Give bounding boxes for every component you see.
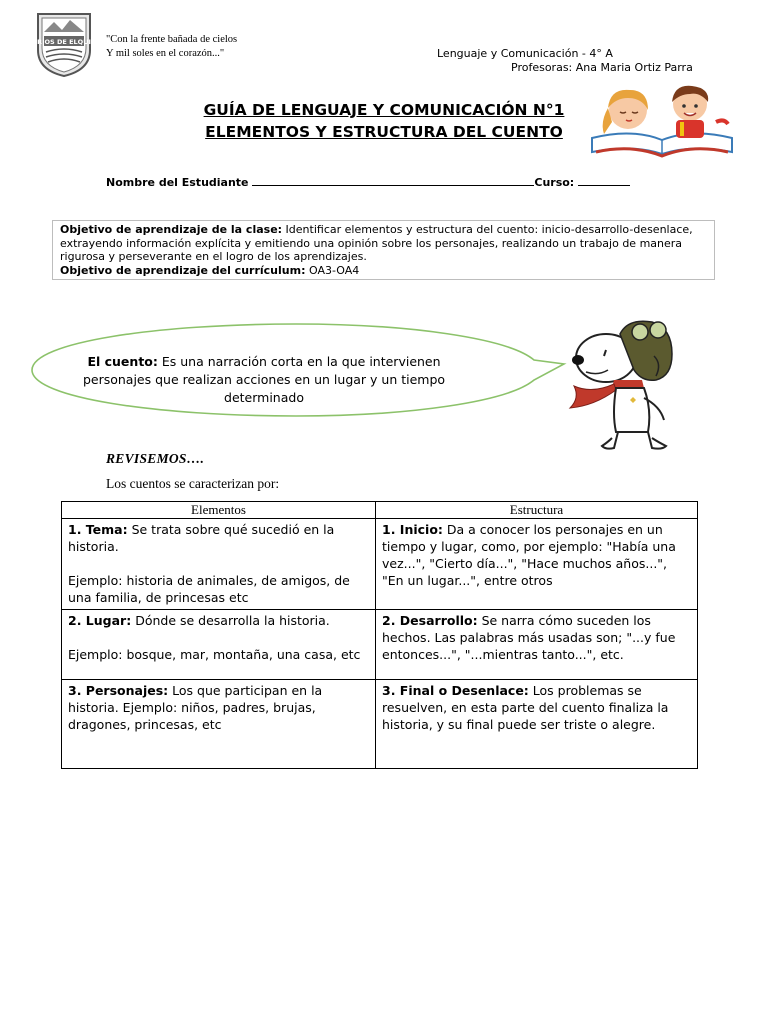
- structure-label: 2. Desarrollo:: [382, 613, 478, 628]
- motto-line-1: "Con la frente bañada de cielos: [106, 34, 238, 45]
- table-row: [62, 610, 698, 680]
- course-name: Lenguaje y Comunicación - 4° A: [437, 47, 613, 60]
- element-text: Los que participan en la historia. Ejemplo: niños, padres, brujas, dragones, princesas, etc: [68, 683, 323, 732]
- review-subheading: Los cuentos se caracterizan por:: [106, 476, 280, 491]
- snoopy-aviator-illustration: [568, 314, 692, 456]
- element-example: Ejemplo: bosque, mar, montaña, una casa, etc: [68, 647, 361, 662]
- element-cell-theme: [62, 519, 376, 610]
- element-label: 1. Tema:: [68, 522, 128, 537]
- class-objective: [60, 223, 707, 264]
- element-label: 2. Lugar:: [68, 613, 132, 628]
- objectives-box: [52, 220, 715, 280]
- element-example: Ejemplo: historia de animales, de amigos, de una familia, de princesas etc: [68, 573, 350, 605]
- structure-label: 1. Inicio:: [382, 522, 443, 537]
- structure-text: Se narra cómo suceden los hechos. Las palabras más usadas son; "...y fue entonces...", "...mientras tanto...", etc.: [382, 613, 676, 662]
- class-objective-text: Identificar elementos y estructura del cuento: inicio-desarrollo-desenlace, extrayendo información explícita y emitiendo una opinión sobre los personajes, realizando un trabajo de manera rigurosa y perseverante en el logro de los aprendizajes.: [60, 223, 693, 263]
- guide-title-line-1: GUÍA DE LENGUAJE Y COMUNICACIÓN N°1: [203, 101, 565, 119]
- school-motto: [106, 33, 237, 61]
- class-objective-label: Objetivo de aprendizaje de la clase:: [60, 223, 283, 236]
- structure-label: 3. Final o Desenlace:: [382, 683, 529, 698]
- school-logo: [34, 10, 94, 78]
- structure-cell-beginning: [376, 519, 698, 610]
- curriculum-objective-label: Objetivo de aprendizaje del currículum:: [60, 263, 306, 277]
- guide-title-line-2: ELEMENTOS Y ESTRUCTURA DEL CUENTO: [205, 123, 563, 141]
- structure-text: Los problemas se resuelven, en esta parte del cuento finaliza la historia, y su final puede ser triste o alegre.: [382, 683, 669, 732]
- course-field[interactable]: [578, 175, 630, 186]
- structure-cell-development: [376, 610, 698, 680]
- course-label: Curso:: [534, 176, 575, 189]
- story-definition-text: Es una narración corta en la que intervienen personajes que realizan acciones en un lugar y un tiempo determinado: [82, 354, 446, 405]
- table-header-row: [62, 502, 698, 519]
- teachers-name: Profesoras: Ana Maria Ortiz Parra: [511, 61, 693, 74]
- element-text: Se trata sobre qué sucedió en la historia.: [68, 522, 335, 554]
- curriculum-objective-text: OA3-OA4: [305, 263, 360, 277]
- header-structure: Estructura: [376, 502, 698, 519]
- element-label: 3. Personajes:: [68, 683, 169, 698]
- curriculum-objective: [60, 264, 707, 278]
- student-name-label: Nombre del Estudiante: [106, 176, 249, 189]
- review-heading: REVISEMOS….: [106, 451, 205, 466]
- student-info-line: [106, 175, 630, 189]
- table-row: [62, 519, 698, 610]
- structure-cell-ending: [376, 680, 698, 769]
- student-name-field[interactable]: [252, 175, 534, 186]
- motto-line-2: Y mil soles en el corazón...": [106, 48, 225, 59]
- logo-text: RIOS DE ELQUI: [37, 38, 91, 46]
- table-row: [62, 680, 698, 769]
- story-definition: [64, 353, 464, 407]
- element-text: Dónde se desarrolla la historia.: [131, 613, 330, 628]
- header-elements: Elementos: [62, 502, 376, 519]
- story-elements-table: [61, 501, 698, 769]
- structure-text: Da a conocer los personajes en un tiempo y lugar, como, por ejemplo: "Había una vez...", "Cierto día...", "Hace muchos años...", "En un lugar...", entre otros: [382, 522, 676, 588]
- story-definition-label: El cuento:: [87, 354, 158, 369]
- element-cell-characters: [62, 680, 376, 769]
- kids-reading-illustration: [582, 82, 742, 162]
- element-cell-place: [62, 610, 376, 680]
